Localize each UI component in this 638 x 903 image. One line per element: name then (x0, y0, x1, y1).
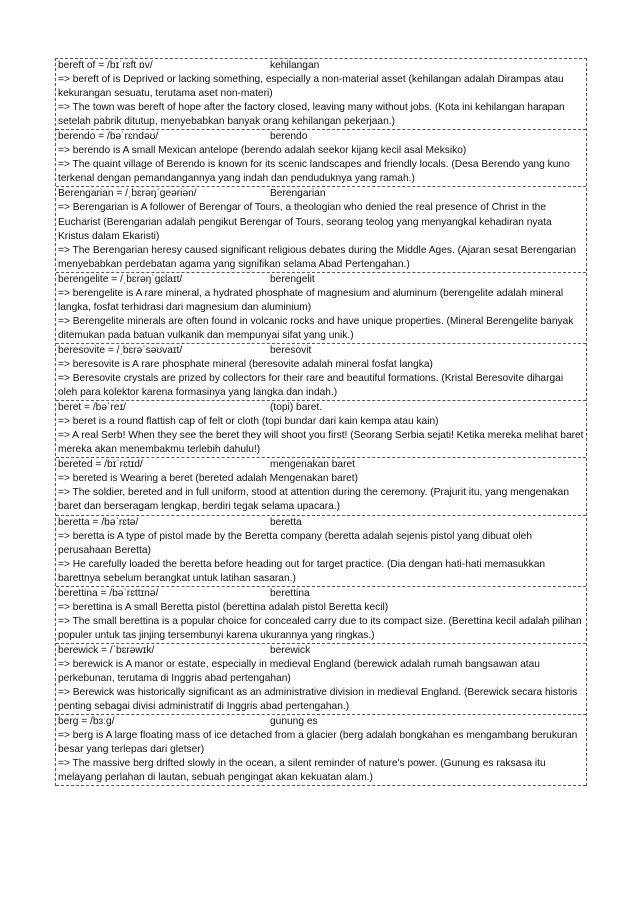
example-sentence: => A real Serb! When they see the beret they will shoot you first! (Seorang Serbia sejati! Ketika mereka melihat baret mereka akan menembakmu terlebih dahulu!) (58, 430, 584, 456)
entry-header (58, 130, 585, 144)
entry-beresovite (56, 344, 586, 401)
example-sentence: => Beresovite crystals are prized by collectors for their rare and beautiful formations. (Kristal Beresovite dihargai oleh para kolektor karena formasinya yang langka dan indah.) (58, 373, 564, 399)
entry-header (58, 344, 585, 358)
definition: => berg is A large floating mass of ice detached from a glacier (berg adalah bongkahan es mengambang berukuran besar yang terlepas dari gletser) (58, 730, 578, 756)
translation: mengenakan baret (270, 459, 355, 471)
entry-header (58, 187, 585, 201)
glossary-page (55, 58, 587, 786)
translation: gunung es (270, 716, 318, 728)
definition: => bereft of is Deprived or lacking something, especially a non-material asset (kehilangan adalah Dirampas atau kekurangan sesuatu, terutama aset non-materi) (58, 74, 564, 100)
headword: bereft of = /bɪˈrɛft ɒv/ (58, 60, 153, 71)
example-sentence: => The soldier, bereted and in full uniform, stood at attention during the ceremony. (Prajurit itu, yang mengenakan baret dan berseragam lengkap, berdiri tegak selama upacara.) (58, 487, 569, 513)
entry-berendo (56, 130, 586, 187)
example-sentence: => He carefully loaded the beretta before heading out for target practice. (Dia dengan hati-hati memasukkan barettnya sebelum berangkat untuk latihan sasaran.) (58, 558, 546, 584)
entry-header (58, 644, 585, 658)
entry-header (58, 458, 585, 472)
headword: beretta = /bəˈrɛtə/ (58, 516, 139, 528)
headword: bereted = /bɪˈrɛtɪd/ (58, 459, 143, 471)
translation: Berengarian (270, 188, 326, 200)
example-sentence: => The massive berg drifted slowly in the ocean, a silent reminder of nature's power. (Gunung es raksasa itu melayang perlahan di lautan, sebuah pengingat akan kekuatan alam.) (58, 758, 546, 784)
example-sentence: => The quaint village of Berendo is known for its scenic landscapes and friendly locals. (Desa Berendo yang kuno terkenal dengan pemandangannya yang indah dan penduduknya yang ramah.) (58, 159, 570, 185)
definition: => beresovite is A rare phosphate mineral (beresovite adalah mineral fosfat langka) (58, 358, 433, 370)
entry-berengarian (56, 187, 586, 272)
entry-berg (56, 715, 586, 786)
definition: => berendo is A small Mexican antelope (berendo adalah seekor kijang kecil asal Meksiko) (58, 145, 467, 157)
translation: berengelit (270, 273, 315, 285)
definition: => berengelite is A rare mineral, a hydrated phosphate of magnesium and aluminum (berengelite adalah mineral langka, fosfat terhidrasi dari magnesium dan aluminium) (58, 287, 564, 313)
entry-berewick (56, 644, 586, 715)
headword: beresovite = /ˌbɛrəˈsəʊvaɪt/ (58, 344, 183, 356)
translation: kehilangan (270, 60, 320, 71)
entry-berengelite (56, 273, 586, 344)
entry-bereted (56, 458, 586, 515)
entry-beretta (56, 516, 586, 587)
entry-berettina (56, 587, 586, 644)
headword: Berengarian = /ˌbɛrəŋˈɡeəriən/ (58, 188, 197, 200)
entry-header (58, 587, 585, 601)
headword: berg = /bɜːɡ/ (58, 716, 115, 728)
example-sentence: => The Berengarian heresy caused significant religious debates during the Middle Ages. (Ajaran sesat Berengarian menyebabkan perdebatan agama yang signifikan selama Abad Pertengahan.) (58, 244, 576, 270)
example-sentence: => Berewick was historically significant as an administrative division in medieval England. (Berewick secara historis penting sebagai divisi administratif di Inggris abad pertengahan.) (58, 687, 578, 713)
headword: berendo = /bəˈrɛndəʊ/ (58, 131, 159, 143)
definition: => berewick is A manor or estate, especially in medieval England (berewick adalah rumah bangsawan atau perkebunan, terutama di Inggris abad pertengahan) (58, 658, 540, 685)
entry-header (58, 273, 585, 287)
example-sentence: => Berengelite minerals are often found in volcanic rocks and have unique properties. (Mineral Berengelite banyak ditemukan pada batuan vulkanik dan mempunyai sifat yang unik.) (58, 315, 574, 341)
entry-header (58, 59, 585, 73)
translation: berewick (270, 644, 311, 656)
headword: berewick = /ˈbɛrəwɪk/ (58, 644, 155, 656)
entry-header (58, 401, 585, 415)
entry-header (58, 715, 585, 729)
definition: => berettina is A small Beretta pistol (berettina adalah pistol Beretta kecil) (58, 601, 389, 613)
entry-beret (56, 401, 586, 458)
definition: => beret is a round flattish cap of felt or cloth (topi bundar dari kain kempa atau kain) (58, 416, 439, 428)
translation: (topi) baret. (270, 402, 323, 414)
translation: beresovit (270, 344, 312, 356)
headword: berengelite = /ˌbɛrəŋˈɡɛlaɪt/ (58, 273, 183, 285)
entry-header (58, 516, 585, 530)
translation: berettina (270, 587, 310, 599)
headword: beret = /bəˈreɪ/ (58, 402, 126, 414)
translation: beretta (270, 516, 302, 528)
headword: berettina = /bəˈrɛttɪnə/ (58, 587, 159, 599)
definition: => Berengarian is A follower of Berengar of Tours, a theologian who denied the real presence of Christ in the Eucharist (Berengarian adalah pengikut Berengar of Tours, seorang teolog yang menyangkal kehadiran nyata Kristus dalam Ekaristi) (58, 202, 552, 242)
example-sentence: => The town was bereft of hope after the factory closed, leaving many without jobs. (Kota ini kehilangan harapan setelah pabrik ditutup, menyebabkan banyak orang kehilangan pekerjaan.) (58, 102, 565, 128)
translation: berendo (270, 131, 308, 143)
definition: => bereted is Wearing a beret (bereted adalah Mengenakan baret) (58, 473, 358, 485)
example-sentence: => The small berettina is a popular choice for concealed carry due to its compact size. (Berettina kecil adalah pilihan populer untuk tas jinjing tersembunyi karena ukurannya yang ringkas.) (58, 615, 582, 641)
definition: => beretta is A type of pistol made by the Beretta company (beretta adalah sejenis pistol yang dibuat oleh perusahaan Beretta) (58, 530, 533, 556)
entry-bereft-of (56, 59, 586, 130)
